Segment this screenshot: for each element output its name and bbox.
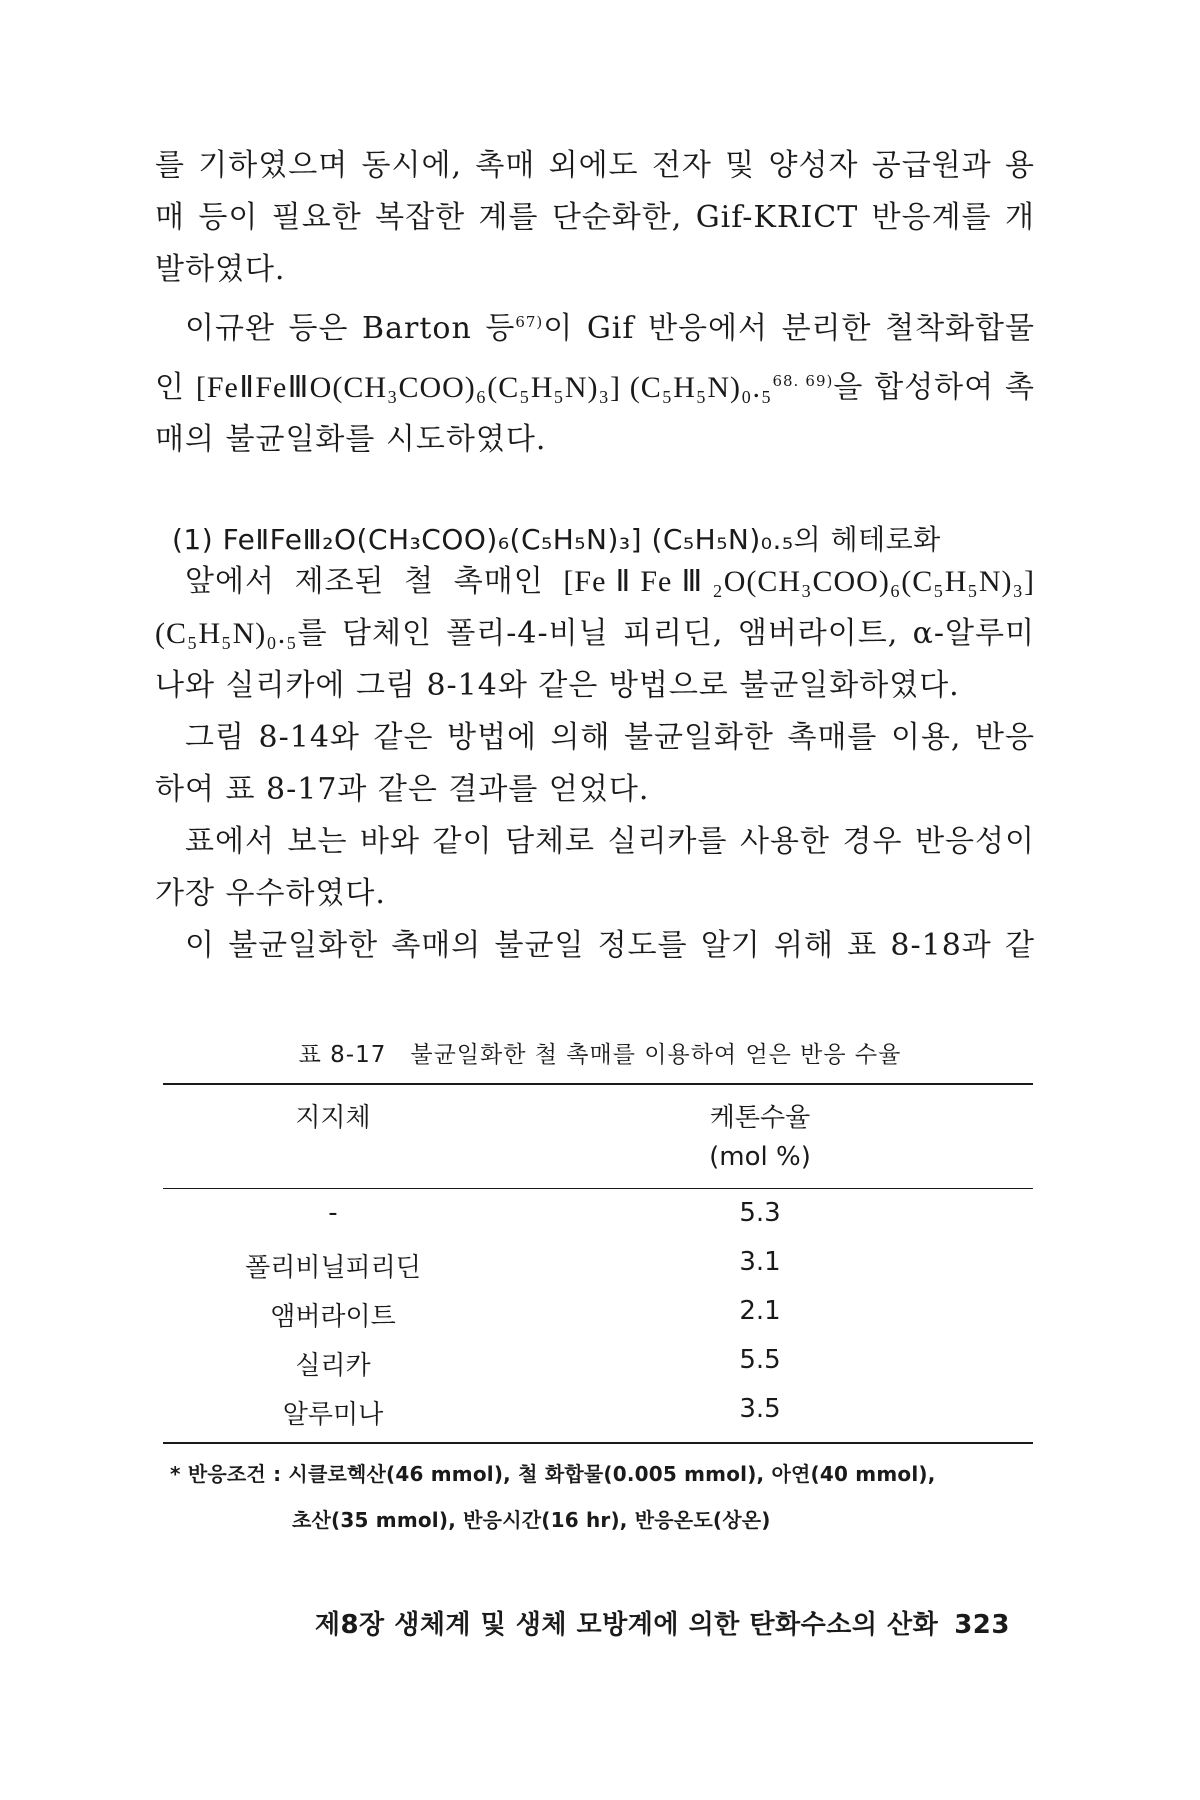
paragraph-text: 를 담체인 폴리-4-비닐 피리딘, 앰버라이트, α-알루미나와 실리카에 그림 8-14와 같은 방법으로 불균일화하였다. [155,616,1035,703]
table-bottom-rule [163,1442,1033,1444]
cell-support: 폴리비닐피리딘 [245,1253,421,1283]
cell-yield: 3.1 [739,1247,781,1277]
paragraph-text: 이규완 등은 Barton 등 [185,311,516,346]
cell-yield: 5.5 [739,1345,781,1375]
paragraph-text: 앞에서 제조된 철 촉매인 [185,564,544,599]
table-caption [0,1036,1200,1069]
cell-support: 실리카 [295,1351,371,1381]
paragraph-heterogenization [155,556,1035,712]
cell-support: 앰버라이트 [270,1302,396,1332]
table-header-rule [163,1188,1033,1189]
paragraph-lee-kyuwan [155,296,1035,466]
table-footnote-line2: 초산(35 mmol), 반응시간(16 hr), 반응온도(상온) [292,1508,771,1532]
header-unit: (mol %) [709,1142,811,1172]
cell-yield: 5.3 [739,1198,781,1228]
cell-support: 알루미나 [282,1400,384,1430]
table-footnote-line1: * 반응조건 : 시클로헥산(46 mmol), 철 화합물(0.005 mmol), 아연(40 mmol), [170,1462,936,1486]
body-text-top [155,140,1035,466]
reference-mark: 67) [515,313,544,331]
paragraph-text: 을 합성하여 촉매의 불균일화를 시도하였다. [155,370,1035,457]
cell-support: - [328,1198,338,1228]
table-top-rule [163,1083,1033,1085]
paragraph-degree: 이 불균일화한 촉매의 불균일 정도를 알기 위해 표 8-18과 같 [185,928,1035,963]
chemical-formula: [FeⅡFeⅢ₂O(CH₃COO)₆(C₅H₅N)₃] (C₅H₅N)₀.₅ [155,565,1035,650]
body-text-bottom [155,556,1035,972]
cell-yield: 3.5 [739,1394,781,1424]
table-title: 불균일화한 철 촉매를 이용하여 얻은 반응 수율 [410,1042,902,1068]
page-footer [315,1604,1010,1641]
header-support: 지지체 [295,1103,371,1133]
table-number: 표 8-17 [298,1042,387,1068]
paragraph-results: 그림 8-14와 같은 방법에 의해 불균일화한 촉매를 이용, 반응하여 표 8-17과 같은 결과를 얻었다. [155,720,1035,807]
paragraph-text: 이 Gif 반응에서 분리한 철착화합물인 [155,311,1035,405]
page-number: 323 [954,1610,1010,1640]
paragraph-continuation: 를 기하였으며 동시에, 촉매 외에도 전자 및 양성자 공급원과 용매 등이 필요한 복잡한 계를 단순화한, Gif-KRICT 반응계를 개발하였다. [155,148,1035,287]
running-title: 제8장 생체계 및 생체 모방계에 의한 탄화수소의 산화 [314,1610,939,1640]
section-heading: (1) FeⅡFeⅢ₂O(CH₃COO)₆(C₅H₅N)₃] (C₅H₅N)₀.₅의 헤테로화 [172,523,941,556]
chemical-formula: [FeⅡFeⅢO(CH₃COO)₆(C₅H₅N)₃] (C₅H₅N)₀.₅ [195,371,773,404]
paragraph-silica: 표에서 보는 바와 같이 담체로 실리카를 사용한 경우 반응성이 가장 우수하였다. [155,824,1035,911]
header-ketone-yield: 케톤수율 [709,1103,811,1133]
reference-mark: 68. 69) [772,372,834,390]
cell-yield: 2.1 [739,1296,781,1326]
